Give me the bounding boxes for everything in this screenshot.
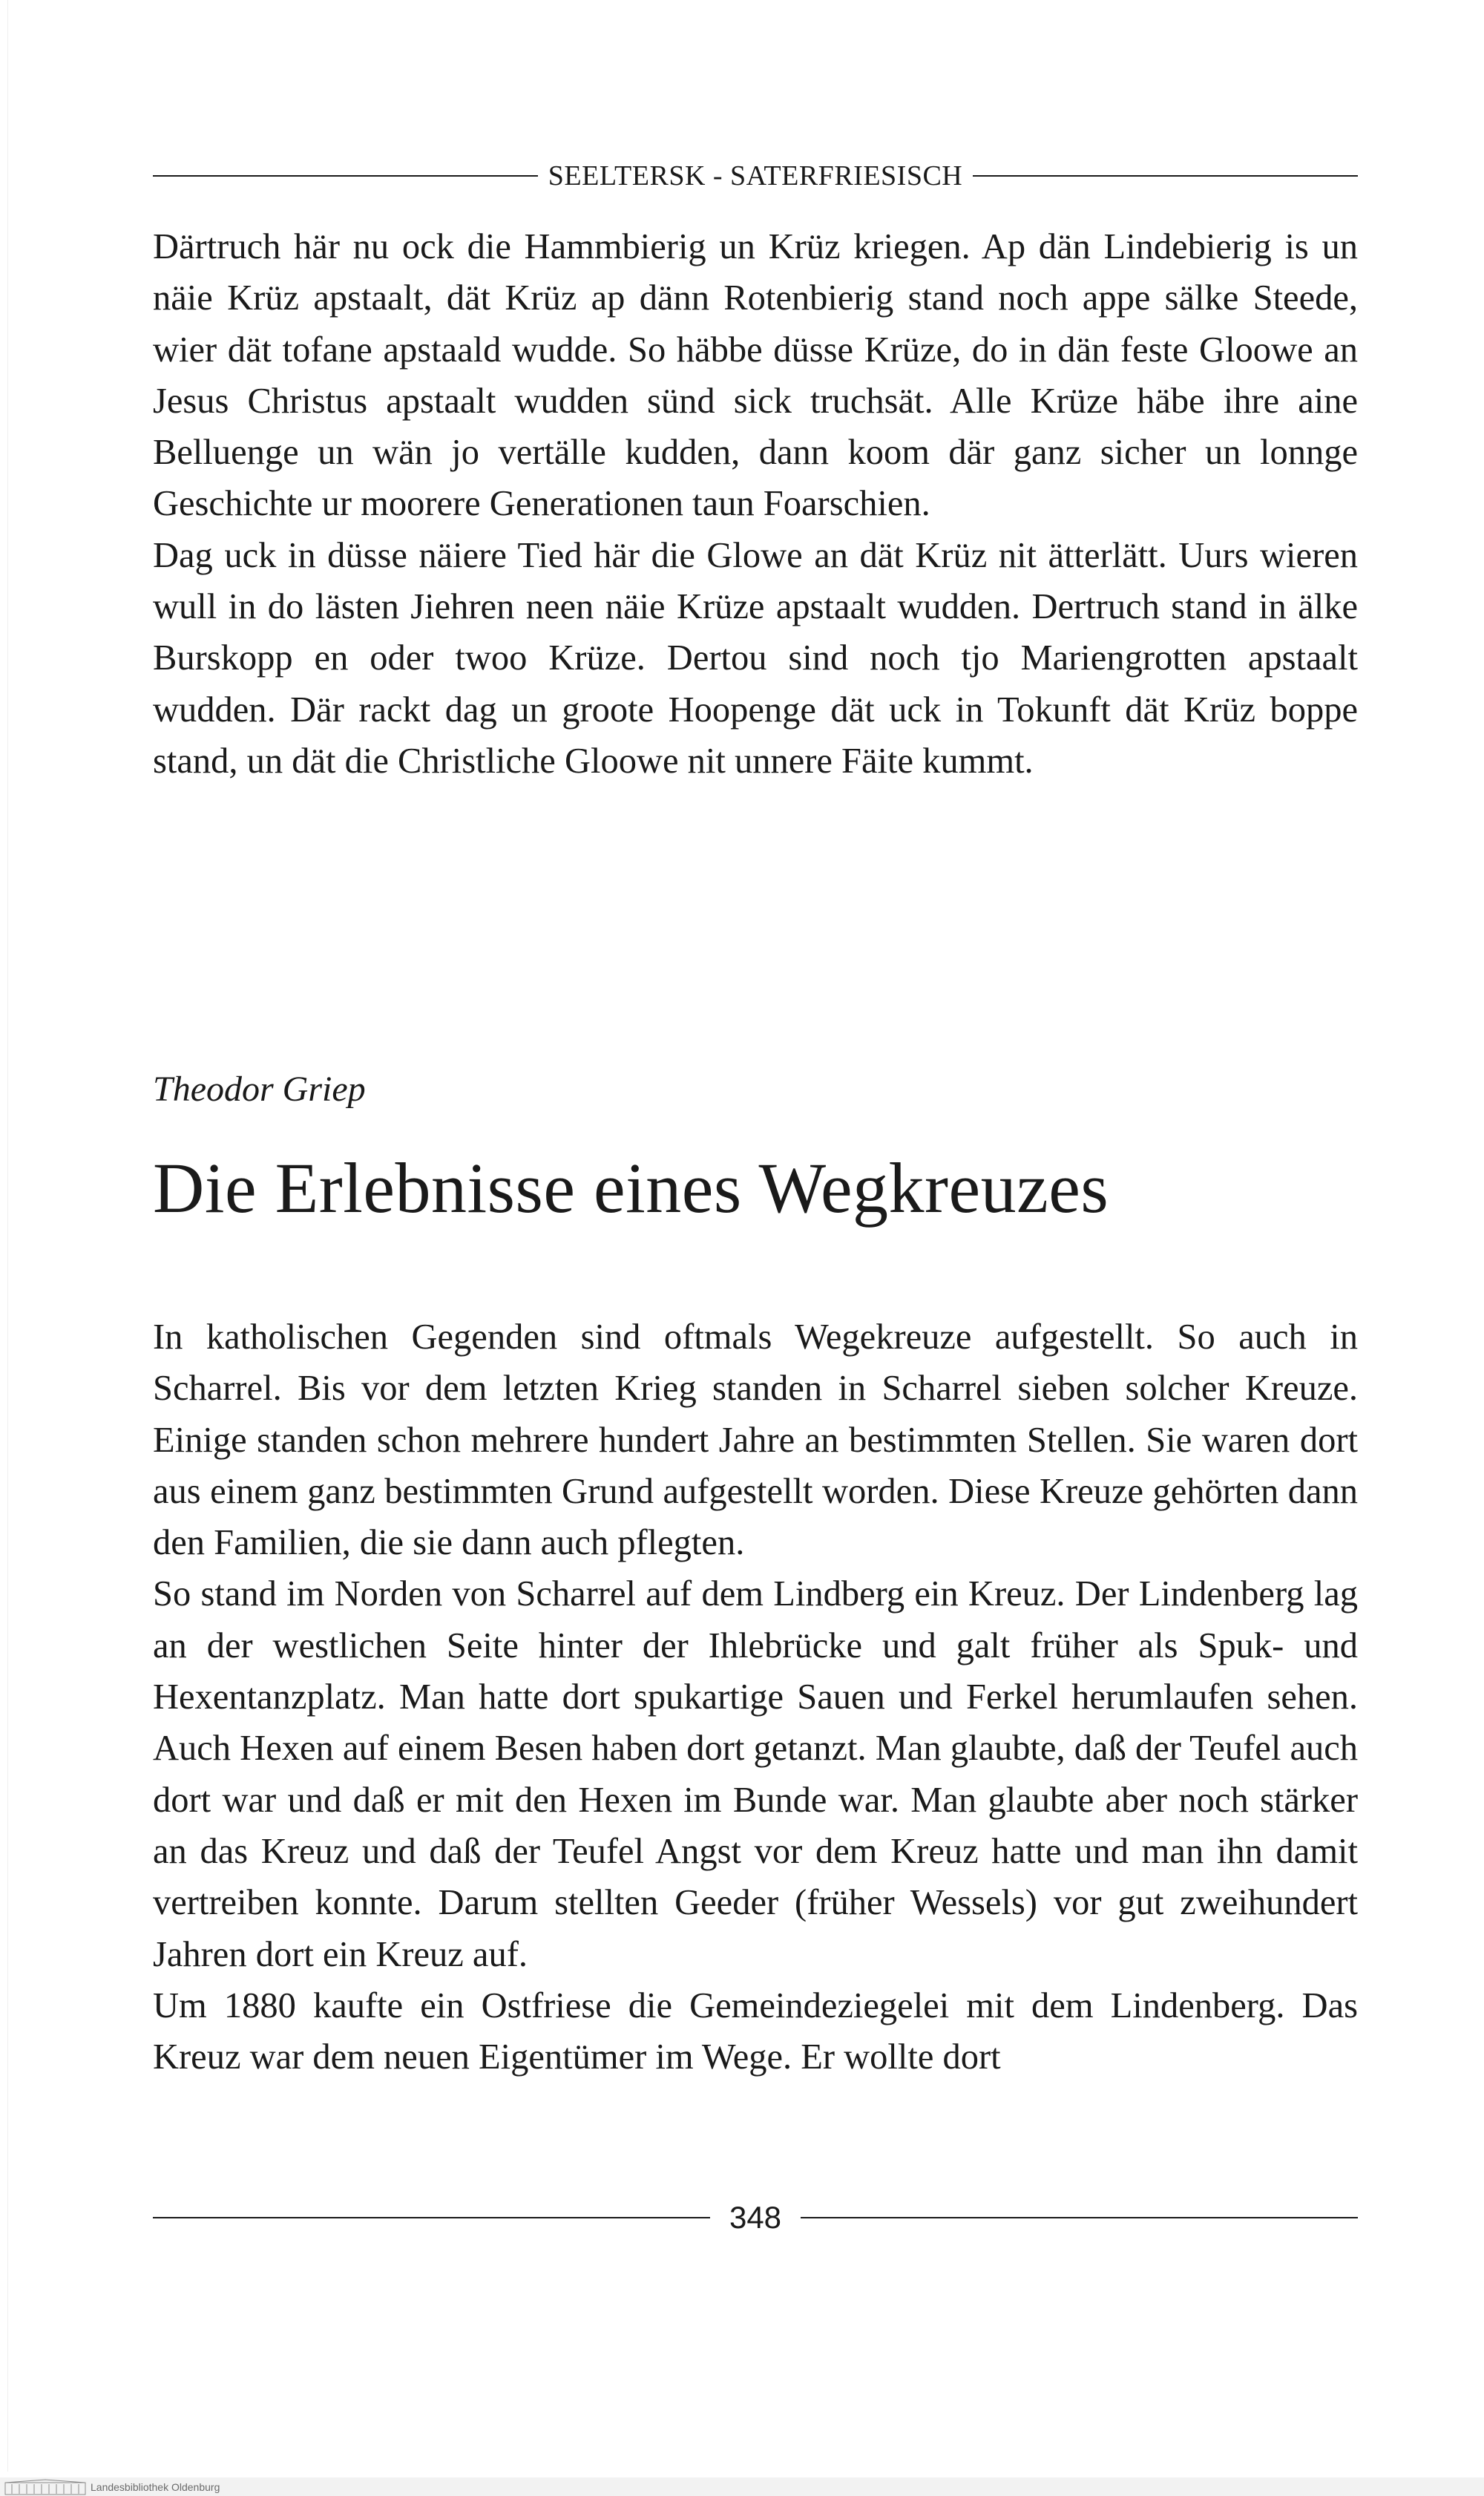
running-header-title: SEELTERSK - SATERFRIESISCH xyxy=(548,160,963,191)
article-title: Die Erlebnisse eines Wegkreuzes xyxy=(153,1148,1109,1228)
page-number: 348 xyxy=(729,2200,782,2235)
library-name: Landesbibliothek Oldenburg xyxy=(91,2480,220,2493)
article-text xyxy=(153,1311,1358,2083)
paragraph: So stand im Norden von Scharrel auf dem Lindberg ein Kreuz. Der Lindenberg lag an der westlichen Seite hinter der Ihlebrücke und galt früher als Spuk- und Hexentanzplatz. Man hatte dort spukartige Sauen und Ferkel herumlaufen sehen. Auch Hexen auf einem Besen haben dort getanzt. Man glaubte, daß der Teufel auch dort war und daß er mit den Hexen im Bunde war. Man glaubte aber noch stärker an das Kreuz und daß der Teufel Angst vor dem Kreuz hatte und man ihn damit vertreiben konnte. Darum stellten Geeder (früher Wessels) vor gut zweihundert Jahren dort ein Kreuz auf. xyxy=(153,1574,1358,1974)
page-footer xyxy=(153,2200,1358,2235)
footer-rule-left xyxy=(153,2217,710,2218)
paragraph: Um 1880 kaufte ein Ostfriese die Gemeindeziegelei mit dem Lindenberg. Das Kreuz war dem neuen Eigentümer im Wege. Er wollte dort xyxy=(153,1985,1358,2077)
article-author: Theodor Griep xyxy=(153,1070,366,1109)
library-building-icon xyxy=(4,2479,86,2495)
scan-edge xyxy=(7,0,8,2472)
running-header xyxy=(153,160,1358,192)
paragraph: In katholischen Gegenden sind oftmals Wegekreuze aufgestellt. So auch in Scharrel. Bis vor dem letzten Krieg standen in Scharrel sieben solcher Kreuze. Einige standen schon mehrere hundert Jahre an bestimmten Stellen. Sie waren dort aus einem ganz bestimmten Grund aufgestellt worden. Diese Kreuze gehörten dann den Familien, die sie dann auch pflegten. xyxy=(153,1317,1358,1563)
library-strip xyxy=(0,2477,1484,2496)
paragraph: Dag uck in düsse näiere Tied här die Glowe an dät Krüz nit ätterlätt. Uurs wieren wull in do lästen Jiehren neen näie Krüze apstaalt wudden. Dertruch stand in älke Burskopp en oder twoo Krüze. Dertou sind noch tjo Mariengrotten apstaalt wudden. Där rackt dag un groote Hoopenge dät uck in Tokunft dät Krüz boppe stand, un dät die Christliche Gloowe nit unnere Fäite kummt. xyxy=(153,535,1358,781)
footer-rule-right xyxy=(801,2217,1358,2218)
header-rule-left xyxy=(153,175,538,177)
paragraph: Därtruch här nu ock die Hammbierig un Krüz kriegen. Ap dän Lindebierig is un näie Krüz apstaalt, dät Krüz ap dänn Rotenbierig stand noch appe sälke Steede, wier dät tofane apstaald wudde. So häbbe düsse Krüze, do in dän feste Gloowe an Jesus Christus apstaalt wudden sünd sick truchsät. Alle Krüze häbe ihre aine Belluenge un wän jo vertälle kudden, dann koom där ganz sicher un lonnge Geschichte ur moorere Generationen taun Foarschien. xyxy=(153,227,1358,524)
header-rule-right xyxy=(973,175,1358,177)
saterfriesisch-text xyxy=(153,221,1358,787)
